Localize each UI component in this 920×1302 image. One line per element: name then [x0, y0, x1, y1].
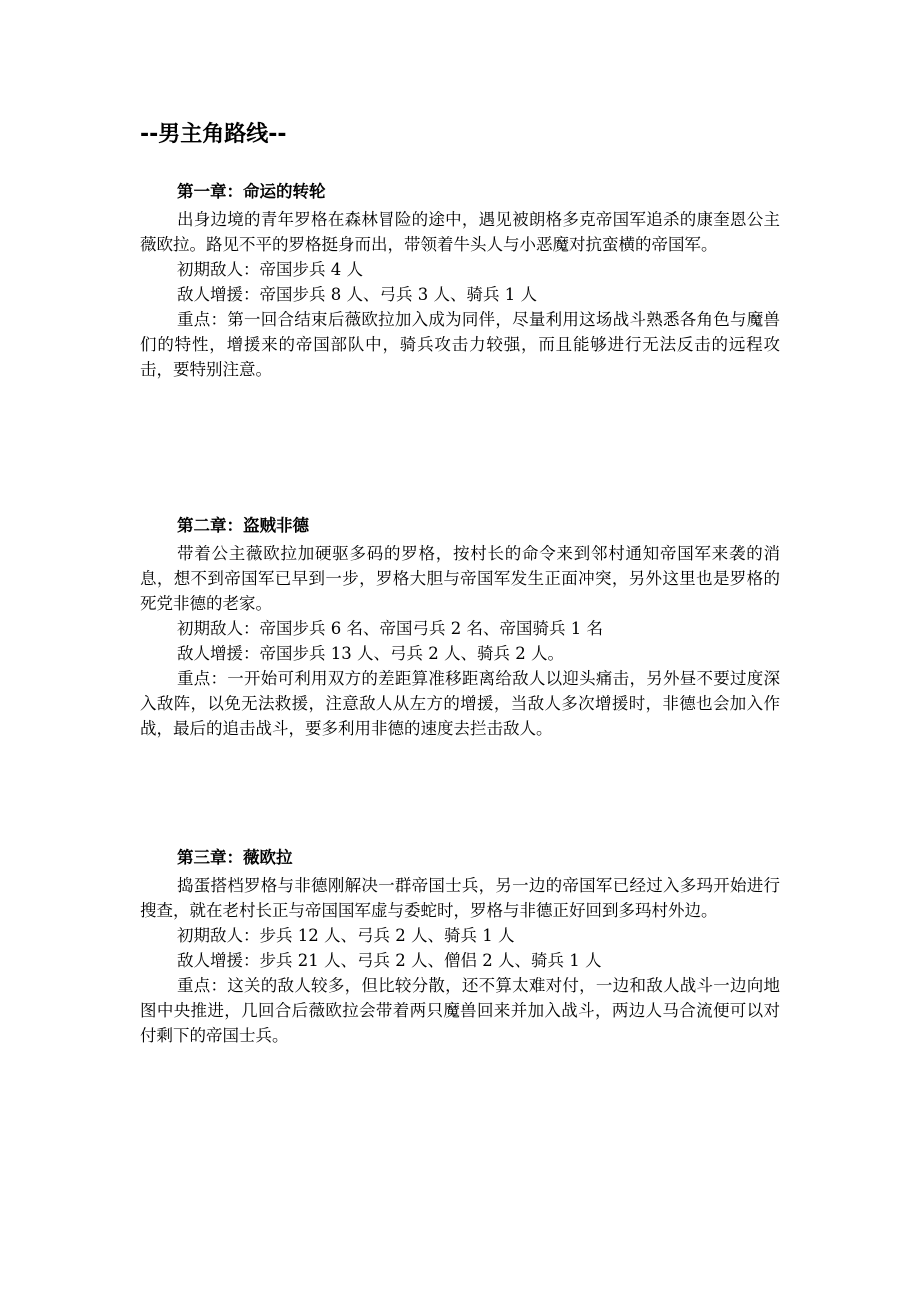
chapter-section — [140, 843, 780, 1048]
initial-enemies: 初期敌人：帝国步兵 6 名、帝国弓兵 2 名、帝国骑兵 1 名 — [177, 619, 603, 638]
key-points: 重点：一开始可利用双方的差距算准移距离给敌人以迎头痛击，另外昼不要过度深入敌阵，以免无法救援，注意敌人从左方的增援，当敌人多次增援时，非德也会加入作战，最后的追击战斗，要多利用非德的速度去拦击敌人。 — [140, 669, 780, 738]
key-points: 重点：这关的敌人较多，但比较分散，还不算太难对付，一边和敌人战斗一边向地图中央推进，几回合后薇欧拉会带着两只魔兽回来并加入战斗，两边人马合流便可以对付剩下的帝国士兵。 — [140, 976, 780, 1045]
chapter-heading: 第二章：盗贼非德 — [177, 516, 309, 535]
chapter-heading: 第三章：薇欧拉 — [177, 848, 293, 867]
chapter-story: 出身边境的青年罗格在森林冒险的途中，遇见被朗格多克帝国军追杀的康奎恩公主薇欧拉。路见不平的罗格挺身而出，带领着牛头人与小恶魔对抗蛮横的帝国军。 — [140, 210, 780, 254]
key-points: 重点：第一回合结束后薇欧拉加入成为同伴，尽量利用这场战斗熟悉各角色与魔兽们的特性，增援来的帝国部队中，骑兵攻击力较强，而且能够进行无法反击的远程攻击，要特别注意。 — [140, 310, 780, 379]
chapter-story: 带着公主薇欧拉加硬驱多码的罗格，按村长的命令来到邻村通知帝国军来袭的消息，想不到帝国军已早到一步，罗格大胆与帝国军发生正面冲突，另外这里也是罗格的死党非德的老家。 — [140, 544, 780, 613]
initial-enemies: 初期敌人：步兵 12 人、弓兵 2 人、骑兵 1 人 — [177, 926, 515, 945]
chapter-section — [140, 177, 780, 382]
chapter-heading: 第一章：命运的转轮 — [177, 182, 326, 201]
enemy-reinforcements: 敌人增援：步兵 21 人、弓兵 2 人、僧侣 2 人、骑兵 1 人 — [177, 951, 602, 970]
page-title: --男主角路线-- — [140, 122, 287, 147]
initial-enemies: 初期敌人：帝国步兵 4 人 — [177, 260, 363, 279]
enemy-reinforcements: 敌人增援：帝国步兵 8 人、弓兵 3 人、骑兵 1 人 — [177, 285, 537, 304]
enemy-reinforcements: 敌人增援：帝国步兵 13 人、弓兵 2 人、骑兵 2 人。 — [177, 644, 564, 663]
chapter-story: 捣蛋搭档罗格与非德刚解决一群帝国士兵，另一边的帝国军已经过入多玛开始进行搜查，就在老村长正与帝国国军虚与委蛇时，罗格与非德正好回到多玛村外边。 — [140, 876, 780, 920]
chapter-section — [140, 511, 780, 741]
